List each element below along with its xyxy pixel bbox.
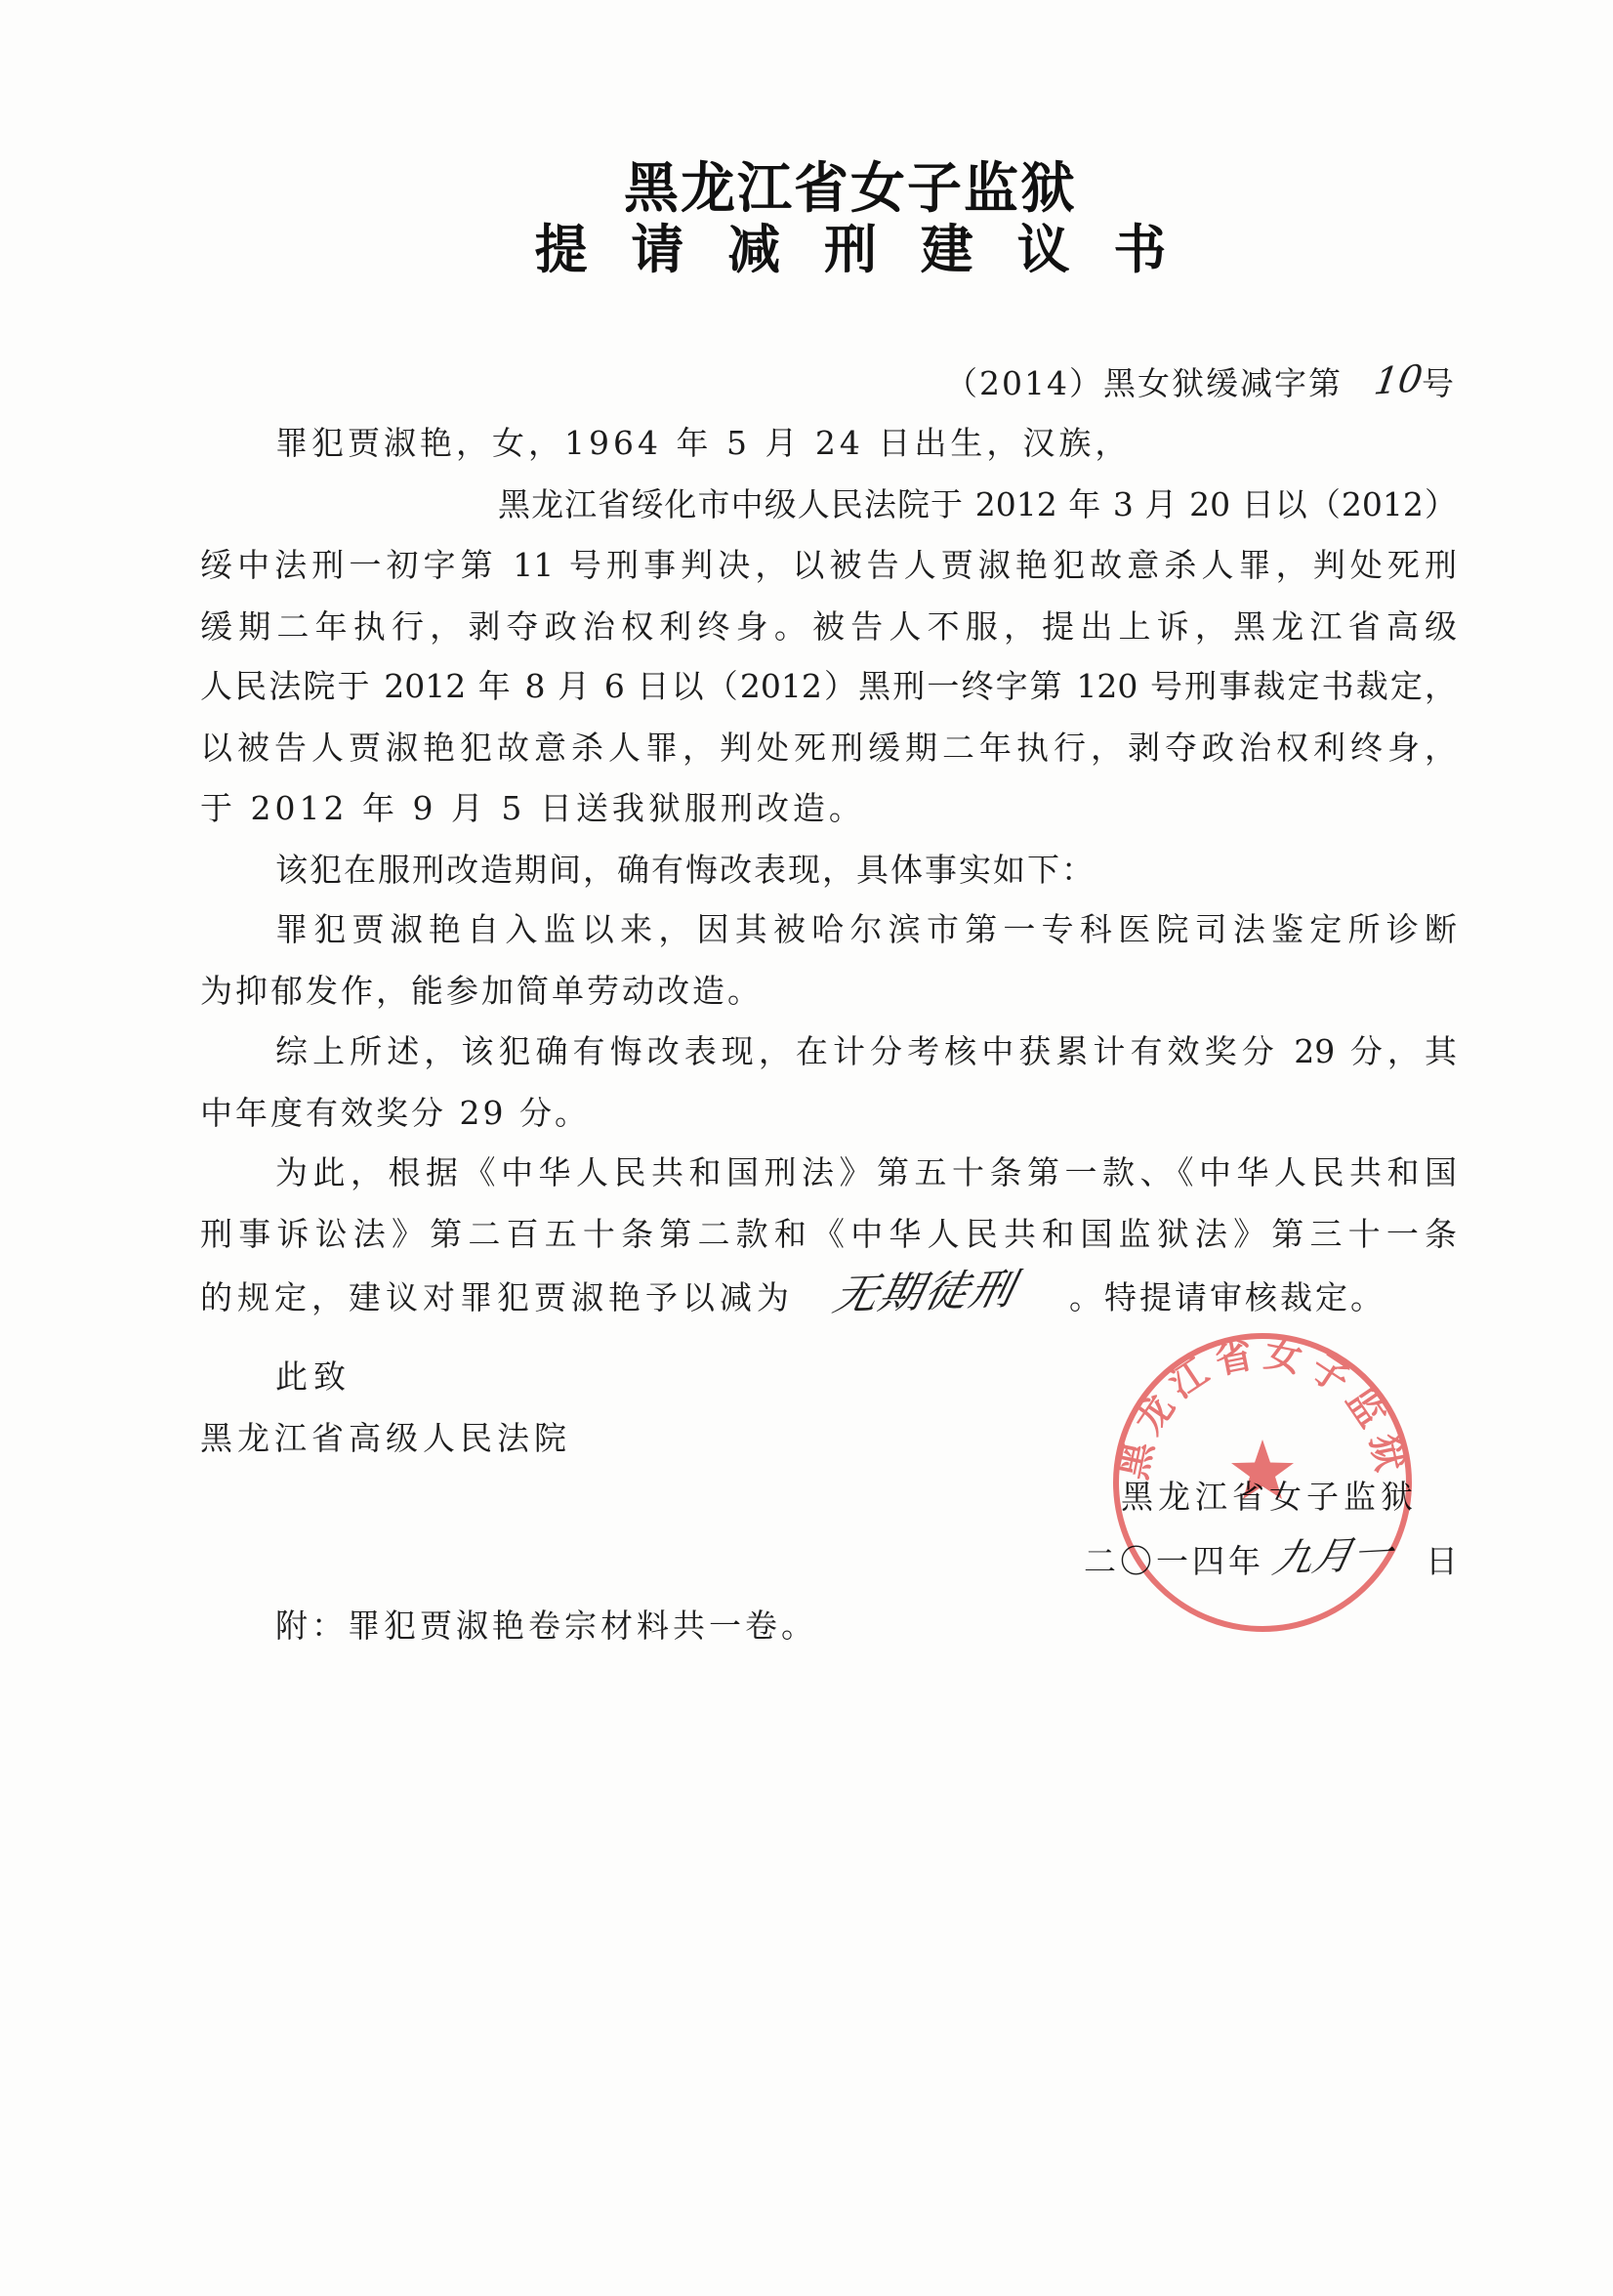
- document-title: 提 请 减 刑 建 议 书: [534, 218, 1179, 280]
- attachment-note: 附：罪犯贾淑艳卷宗材料共一卷。: [275, 1607, 817, 1645]
- body-line: 罪犯贾淑艳自入监以来，因其被哈尔滨市第一专科医院司法鉴定所诊断: [275, 910, 1457, 948]
- body-line: 中年度有效奖分 29 分。: [200, 1094, 590, 1132]
- body-line: 综上所述，该犯确有悔改表现，在计分考核中获累计有效奖分 29 分，其: [275, 1032, 1457, 1070]
- body-line: 罪犯贾淑艳，女，1964 年 5 月 24 日出生，汉族，: [275, 424, 1132, 462]
- date-prefix: 二〇一四年: [1084, 1542, 1264, 1580]
- recommendation-prefix: 的规定，建议对罪犯贾淑艳予以减为: [200, 1278, 794, 1316]
- body-line: 人民法院于 2012 年 8 月 6 日以（2012）黑刑一终字第 120 号刑事裁定书裁定，: [200, 667, 1457, 705]
- body-line: 该犯在服刑改造期间，确有悔改表现，具体事实如下：: [275, 851, 1096, 889]
- seal-text-path: 黑龙江省女子监狱: [1110, 1330, 1415, 1483]
- recommendation-handwritten-sentence: 无期徒刑: [828, 1264, 1021, 1321]
- body-line: 为抑郁发作，能参加简单劳动改造。: [200, 972, 763, 1010]
- doc-number-suffix: 号: [1422, 364, 1457, 402]
- doc-number-prefix: （2014）黑女狱缓减字第: [945, 364, 1343, 402]
- date-suffix: 日: [1426, 1542, 1461, 1580]
- body-line: 刑事诉讼法》第二百五十条第二款和《中华人民共和国监狱法》第三十一条: [200, 1215, 1457, 1253]
- date-handwritten: 九月一: [1268, 1530, 1397, 1583]
- doc-number-handwritten: 10: [1371, 356, 1426, 403]
- recipient: 黑龙江省高级人民法院: [200, 1419, 571, 1457]
- signatory: 黑龙江省女子监狱: [1121, 1478, 1418, 1516]
- body-line: 为此，根据《中华人民共和国刑法》第五十条第一款、《中华人民共和国: [275, 1153, 1457, 1191]
- salutation: 此致: [275, 1357, 352, 1396]
- recommendation-suffix: 。特提请审核裁定。: [1069, 1278, 1386, 1316]
- body-line: 黑龙江省绥化市中级人民法院于 2012 年 3 月 20 日以（2012）: [498, 485, 1457, 523]
- document-title-issuer: 黑龙江省女子监狱: [624, 156, 1077, 221]
- star-icon: [1231, 1440, 1294, 1499]
- body-line: 于 2012 年 9 月 5 日送我狱服刑改造。: [200, 789, 865, 827]
- body-line: 绥中法刑一初字第 11 号刑事判决，以被告人贾淑艳犯故意杀人罪，判处死刑: [200, 546, 1457, 584]
- official-seal: [1106, 1326, 1419, 1639]
- body-line: 以被告人贾淑艳犯故意杀人罪，判处死刑缓期二年执行，剥夺政治权利终身，: [200, 729, 1457, 767]
- body-line: 缓期二年执行，剥夺政治权利终身。被告人不服，提出上诉，黑龙江省高级: [200, 607, 1457, 646]
